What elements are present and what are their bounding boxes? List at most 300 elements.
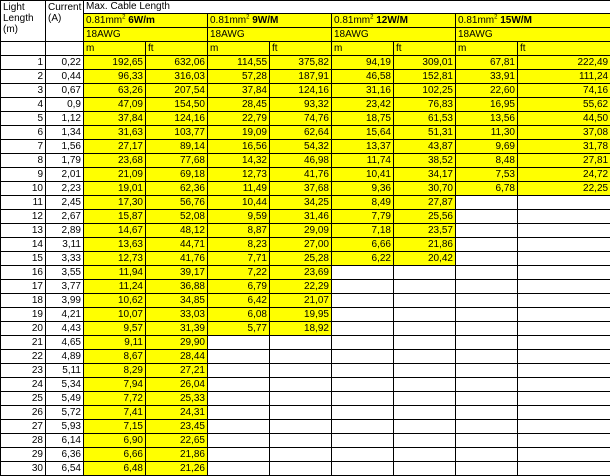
length-m-cell: 16,56	[208, 140, 270, 154]
length-m-cell	[456, 462, 518, 476]
length-ft-cell: 89,14	[146, 140, 208, 154]
power-label: 9W/M	[249, 15, 278, 26]
wire-power-header	[332, 14, 456, 28]
length-m-cell: 8,48	[456, 154, 518, 168]
length-m-cell	[208, 392, 270, 406]
unit-m-header: m	[456, 42, 518, 56]
length-ft-cell	[518, 336, 610, 350]
length-m-cell: 23,68	[84, 154, 146, 168]
length-m-cell: 10,41	[332, 168, 394, 182]
length-ft-cell: 61,53	[394, 112, 456, 126]
length-ft-cell	[270, 336, 332, 350]
length-ft-cell: 93,32	[270, 98, 332, 112]
length-m-cell: 12,73	[84, 252, 146, 266]
length-ft-cell: 23,69	[270, 266, 332, 280]
length-ft-cell: 38,52	[394, 154, 456, 168]
table-row	[1, 322, 610, 336]
light-length-cell: 16	[1, 266, 46, 280]
length-m-cell: 7,79	[332, 210, 394, 224]
length-ft-cell	[518, 294, 610, 308]
current-cell: 3,55	[46, 266, 84, 280]
length-m-cell: 33,91	[456, 70, 518, 84]
current-cell: 0,22	[46, 56, 84, 70]
length-ft-cell: 30,70	[394, 182, 456, 196]
length-m-cell: 11,74	[332, 154, 394, 168]
length-m-cell: 37,84	[208, 84, 270, 98]
length-m-cell	[456, 420, 518, 434]
unit-m-header: m	[84, 42, 146, 56]
length-m-cell	[456, 434, 518, 448]
table-row	[1, 168, 610, 182]
length-ft-cell	[270, 364, 332, 378]
length-m-cell: 8,23	[208, 238, 270, 252]
length-ft-cell: 27,21	[146, 364, 208, 378]
length-m-cell: 6,78	[456, 182, 518, 196]
light-length-cell: 19	[1, 308, 46, 322]
light-length-cell: 21	[1, 336, 46, 350]
length-ft-cell: 52,08	[146, 210, 208, 224]
length-ft-cell: 76,83	[394, 98, 456, 112]
length-ft-cell: 41,76	[270, 168, 332, 182]
current-header-blank	[46, 42, 84, 56]
table-row	[1, 308, 610, 322]
length-m-cell	[208, 420, 270, 434]
light-length-cell: 17	[1, 280, 46, 294]
length-m-cell: 17,30	[84, 196, 146, 210]
power-label: 6W/m	[125, 15, 154, 26]
length-m-cell: 23,42	[332, 98, 394, 112]
length-m-cell: 6,90	[84, 434, 146, 448]
length-ft-cell	[518, 322, 610, 336]
length-ft-cell	[270, 350, 332, 364]
length-ft-cell: 31,78	[518, 140, 610, 154]
length-m-cell: 6,66	[84, 448, 146, 462]
light-length-cell: 11	[1, 196, 46, 210]
length-m-cell	[456, 238, 518, 252]
length-m-cell: 7,22	[208, 266, 270, 280]
current-cell: 3,11	[46, 238, 84, 252]
light-length-cell: 24	[1, 378, 46, 392]
length-m-cell: 16,95	[456, 98, 518, 112]
length-ft-cell	[394, 392, 456, 406]
length-m-cell: 47,09	[84, 98, 146, 112]
length-m-cell: 8,29	[84, 364, 146, 378]
length-ft-cell: 37,08	[518, 126, 610, 140]
length-ft-cell	[394, 266, 456, 280]
length-ft-cell: 27,81	[518, 154, 610, 168]
light-length-cell: 22	[1, 350, 46, 364]
length-ft-cell	[394, 322, 456, 336]
current-cell: 5,34	[46, 378, 84, 392]
length-ft-cell	[394, 406, 456, 420]
length-ft-cell	[270, 378, 332, 392]
length-m-cell	[332, 392, 394, 406]
power-label: 12W/M	[373, 15, 407, 26]
current-cell: 2,67	[46, 210, 84, 224]
table-row	[1, 420, 610, 434]
length-ft-cell	[518, 238, 610, 252]
length-m-cell: 7,53	[456, 168, 518, 182]
length-ft-cell: 62,36	[146, 182, 208, 196]
length-m-cell: 15,64	[332, 126, 394, 140]
light-length-cell: 12	[1, 210, 46, 224]
length-m-cell: 14,67	[84, 224, 146, 238]
length-ft-cell	[270, 406, 332, 420]
length-m-cell: 6,08	[208, 308, 270, 322]
length-ft-cell: 31,46	[270, 210, 332, 224]
length-m-cell	[456, 294, 518, 308]
table-row	[1, 84, 610, 98]
length-ft-cell	[270, 462, 332, 476]
current-cell: 4,89	[46, 350, 84, 364]
current-cell: 2,89	[46, 224, 84, 238]
length-ft-cell: 27,87	[394, 196, 456, 210]
current-cell: 4,43	[46, 322, 84, 336]
length-ft-cell	[518, 350, 610, 364]
length-m-cell: 6,66	[332, 238, 394, 252]
light-length-cell: 25	[1, 392, 46, 406]
table-row	[1, 350, 610, 364]
light-length-cell: 1	[1, 56, 46, 70]
length-m-cell: 7,71	[208, 252, 270, 266]
length-ft-cell: 25,56	[394, 210, 456, 224]
length-ft-cell: 18,92	[270, 322, 332, 336]
light-length-cell: 18	[1, 294, 46, 308]
length-ft-cell	[518, 406, 610, 420]
length-m-cell: 22,79	[208, 112, 270, 126]
length-ft-cell: 44,71	[146, 238, 208, 252]
light-length-cell: 15	[1, 252, 46, 266]
length-ft-cell: 154,50	[146, 98, 208, 112]
length-ft-cell	[394, 308, 456, 322]
length-m-cell	[456, 392, 518, 406]
length-ft-cell	[518, 364, 610, 378]
table-row	[1, 56, 610, 70]
length-ft-cell: 309,01	[394, 56, 456, 70]
length-m-cell	[456, 308, 518, 322]
light-length-cell: 30	[1, 462, 46, 476]
awg-header: 18AWG	[84, 28, 208, 42]
light-length-cell: 5	[1, 112, 46, 126]
length-ft-cell	[518, 420, 610, 434]
length-ft-cell	[518, 308, 610, 322]
table-row	[1, 266, 610, 280]
table-row	[1, 238, 610, 252]
wire-size-sup: 2	[246, 14, 249, 20]
length-ft-cell: 31,39	[146, 322, 208, 336]
length-m-cell	[456, 196, 518, 210]
current-cell: 5,72	[46, 406, 84, 420]
length-ft-cell	[394, 280, 456, 294]
length-m-cell: 28,45	[208, 98, 270, 112]
length-ft-cell: 34,25	[270, 196, 332, 210]
light-length-cell: 9	[1, 168, 46, 182]
length-ft-cell	[394, 364, 456, 378]
current-cell: 2,23	[46, 182, 84, 196]
current-cell: 4,65	[46, 336, 84, 350]
length-m-cell: 9,59	[208, 210, 270, 224]
length-ft-cell: 34,85	[146, 294, 208, 308]
light-length-cell: 2	[1, 70, 46, 84]
length-m-cell: 10,07	[84, 308, 146, 322]
length-ft-cell: 28,44	[146, 350, 208, 364]
unit-ft-header: ft	[518, 42, 610, 56]
light-length-header: Light Length (m)	[1, 1, 46, 42]
length-ft-cell	[518, 280, 610, 294]
table-row	[1, 126, 610, 140]
length-m-cell: 19,01	[84, 182, 146, 196]
length-ft-cell: 152,81	[394, 70, 456, 84]
length-ft-cell	[270, 434, 332, 448]
current-cell: 3,33	[46, 252, 84, 266]
length-m-cell	[332, 322, 394, 336]
length-m-cell: 8,49	[332, 196, 394, 210]
length-ft-cell: 632,06	[146, 56, 208, 70]
wire-size-sup: 2	[122, 14, 125, 20]
length-m-cell: 9,57	[84, 322, 146, 336]
length-ft-cell: 23,57	[394, 224, 456, 238]
current-cell: 1,79	[46, 154, 84, 168]
light-length-cell: 20	[1, 322, 46, 336]
length-ft-cell: 74,16	[518, 84, 610, 98]
length-ft-cell: 26,04	[146, 378, 208, 392]
length-m-cell	[208, 378, 270, 392]
length-m-cell	[208, 336, 270, 350]
table-row	[1, 392, 610, 406]
light-length-cell: 7	[1, 140, 46, 154]
table-row	[1, 378, 610, 392]
length-m-cell: 9,36	[332, 182, 394, 196]
table-row	[1, 210, 610, 224]
length-m-cell: 15,87	[84, 210, 146, 224]
length-m-cell: 13,37	[332, 140, 394, 154]
length-m-cell: 8,67	[84, 350, 146, 364]
light-length-cell: 3	[1, 84, 46, 98]
table-row	[1, 406, 610, 420]
length-m-cell	[332, 434, 394, 448]
length-m-cell	[456, 252, 518, 266]
light-length-cell: 13	[1, 224, 46, 238]
unit-ft-header: ft	[394, 42, 456, 56]
length-m-cell: 7,72	[84, 392, 146, 406]
length-m-cell: 7,18	[332, 224, 394, 238]
length-m-cell	[456, 224, 518, 238]
length-ft-cell	[394, 294, 456, 308]
length-m-cell: 13,56	[456, 112, 518, 126]
length-ft-cell: 62,64	[270, 126, 332, 140]
length-m-cell: 6,79	[208, 280, 270, 294]
length-ft-cell: 36,88	[146, 280, 208, 294]
table-row	[1, 336, 610, 350]
length-m-cell	[208, 462, 270, 476]
length-m-cell: 31,16	[332, 84, 394, 98]
length-m-cell	[456, 210, 518, 224]
length-m-cell: 9,11	[84, 336, 146, 350]
length-m-cell	[456, 378, 518, 392]
unit-m-header: m	[332, 42, 394, 56]
length-ft-cell: 77,68	[146, 154, 208, 168]
length-ft-cell: 39,17	[146, 266, 208, 280]
length-m-cell	[332, 420, 394, 434]
table-row	[1, 280, 610, 294]
length-m-cell	[456, 350, 518, 364]
length-ft-cell	[518, 378, 610, 392]
length-ft-cell: 29,09	[270, 224, 332, 238]
light-length-cell: 28	[1, 434, 46, 448]
length-m-cell	[332, 280, 394, 294]
table-row	[1, 196, 610, 210]
wire-power-header	[208, 14, 332, 28]
length-ft-cell	[518, 196, 610, 210]
current-header: Current (A)	[46, 1, 84, 42]
length-ft-cell	[394, 434, 456, 448]
table-row	[1, 182, 610, 196]
length-ft-cell: 24,72	[518, 168, 610, 182]
awg-header: 18AWG	[456, 28, 610, 42]
wire-size-sup: 2	[494, 14, 497, 20]
length-m-cell	[332, 364, 394, 378]
length-ft-cell: 19,95	[270, 308, 332, 322]
length-m-cell	[456, 364, 518, 378]
length-m-cell: 11,24	[84, 280, 146, 294]
wire-power-header	[456, 14, 610, 28]
length-m-cell	[332, 266, 394, 280]
length-ft-cell: 54,32	[270, 140, 332, 154]
length-m-cell: 9,69	[456, 140, 518, 154]
length-m-cell: 10,44	[208, 196, 270, 210]
length-m-cell: 18,75	[332, 112, 394, 126]
length-m-cell: 7,94	[84, 378, 146, 392]
length-ft-cell	[518, 434, 610, 448]
table-row	[1, 154, 610, 168]
length-m-cell: 114,55	[208, 56, 270, 70]
current-cell: 5,93	[46, 420, 84, 434]
light-length-cell: 10	[1, 182, 46, 196]
light-length-cell: 23	[1, 364, 46, 378]
table-row	[1, 140, 610, 154]
current-cell: 1,56	[46, 140, 84, 154]
length-m-cell: 14,32	[208, 154, 270, 168]
length-ft-cell: 20,42	[394, 252, 456, 266]
length-ft-cell: 24,31	[146, 406, 208, 420]
current-cell: 6,14	[46, 434, 84, 448]
length-m-cell	[332, 350, 394, 364]
length-ft-cell: 21,86	[146, 448, 208, 462]
length-ft-cell: 56,76	[146, 196, 208, 210]
length-ft-cell	[518, 266, 610, 280]
length-ft-cell: 21,07	[270, 294, 332, 308]
table-row	[1, 112, 610, 126]
length-ft-cell: 48,12	[146, 224, 208, 238]
length-ft-cell: 22,65	[146, 434, 208, 448]
current-cell: 0,44	[46, 70, 84, 84]
awg-header: 18AWG	[208, 28, 332, 42]
length-ft-cell: 44,50	[518, 112, 610, 126]
light-length-cell: 4	[1, 98, 46, 112]
light-length-cell: 14	[1, 238, 46, 252]
length-ft-cell: 124,16	[146, 112, 208, 126]
length-ft-cell: 375,82	[270, 56, 332, 70]
length-m-cell: 11,30	[456, 126, 518, 140]
light-length-header-blank	[1, 42, 46, 56]
length-m-cell: 63,26	[84, 84, 146, 98]
light-length-cell: 27	[1, 420, 46, 434]
wire-size-label: 0.81mm	[458, 15, 494, 26]
table-row	[1, 252, 610, 266]
length-ft-cell: 41,76	[146, 252, 208, 266]
length-ft-cell: 29,90	[146, 336, 208, 350]
length-ft-cell	[518, 252, 610, 266]
current-cell: 4,21	[46, 308, 84, 322]
length-ft-cell	[394, 350, 456, 364]
length-ft-cell	[518, 210, 610, 224]
table-row	[1, 224, 610, 238]
current-cell: 2,01	[46, 168, 84, 182]
length-ft-cell	[270, 392, 332, 406]
current-cell: 6,36	[46, 448, 84, 462]
length-ft-cell: 222,49	[518, 56, 610, 70]
current-cell: 5,49	[46, 392, 84, 406]
length-ft-cell: 102,25	[394, 84, 456, 98]
table-row	[1, 98, 610, 112]
length-m-cell: 5,77	[208, 322, 270, 336]
length-m-cell: 57,28	[208, 70, 270, 84]
current-cell: 3,99	[46, 294, 84, 308]
table-row	[1, 294, 610, 308]
length-ft-cell: 22,29	[270, 280, 332, 294]
length-ft-cell: 111,24	[518, 70, 610, 84]
length-ft-cell: 25,28	[270, 252, 332, 266]
length-ft-cell: 46,98	[270, 154, 332, 168]
length-m-cell: 12,73	[208, 168, 270, 182]
length-m-cell: 37,84	[84, 112, 146, 126]
length-m-cell	[332, 406, 394, 420]
length-ft-cell	[394, 462, 456, 476]
length-m-cell: 19,09	[208, 126, 270, 140]
current-cell: 5,11	[46, 364, 84, 378]
table-row	[1, 70, 610, 84]
length-m-cell: 10,62	[84, 294, 146, 308]
length-m-cell: 22,60	[456, 84, 518, 98]
table-row	[1, 462, 610, 476]
length-ft-cell: 27,00	[270, 238, 332, 252]
current-cell: 1,12	[46, 112, 84, 126]
table-row	[1, 434, 610, 448]
length-m-cell: 6,22	[332, 252, 394, 266]
length-m-cell: 11,94	[84, 266, 146, 280]
length-m-cell: 96,33	[84, 70, 146, 84]
length-m-cell	[208, 406, 270, 420]
current-cell: 6,54	[46, 462, 84, 476]
length-m-cell	[456, 266, 518, 280]
current-cell: 2,45	[46, 196, 84, 210]
power-label: 15W/M	[497, 15, 531, 26]
length-ft-cell	[518, 392, 610, 406]
length-m-cell	[332, 378, 394, 392]
length-m-cell: 6,42	[208, 294, 270, 308]
length-ft-cell: 207,54	[146, 84, 208, 98]
length-m-cell	[208, 364, 270, 378]
wire-size-sup: 2	[370, 14, 373, 20]
light-length-cell: 8	[1, 154, 46, 168]
length-m-cell: 13,63	[84, 238, 146, 252]
length-m-cell: 11,49	[208, 182, 270, 196]
length-ft-cell: 69,18	[146, 168, 208, 182]
current-cell: 0,9	[46, 98, 84, 112]
wire-size-label: 0.81mm	[334, 15, 370, 26]
length-m-cell: 27,17	[84, 140, 146, 154]
unit-ft-header: ft	[270, 42, 332, 56]
